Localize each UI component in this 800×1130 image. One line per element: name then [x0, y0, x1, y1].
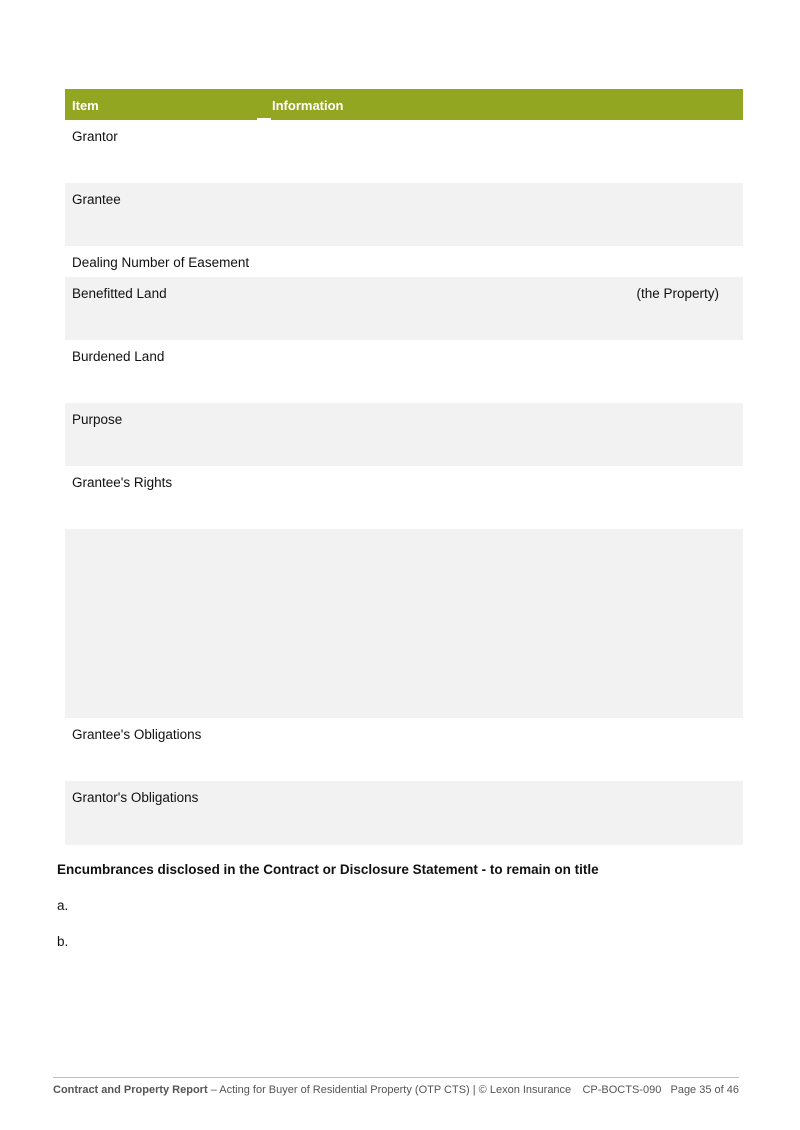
- list-item: b.: [57, 934, 69, 949]
- row-label: Grantee's Obligations: [72, 727, 202, 742]
- easement-table: [65, 89, 743, 845]
- table-row-grantee-obligations: [65, 718, 743, 781]
- footer-subtitle: – Acting for Buyer of Residential Property (OTP CTS) | © Lexon Insurance: [207, 1084, 572, 1096]
- footer-doc-title: [53, 1084, 571, 1096]
- row-label: Grantor: [72, 129, 118, 144]
- row-label: Dealing Number of Easement: [72, 255, 250, 270]
- footer-divider: [53, 1077, 739, 1078]
- table-row-burdened-land: [65, 340, 743, 403]
- row-label: Grantee's Rights: [72, 475, 173, 490]
- table-row-grantor: [65, 120, 743, 183]
- row-label: Burdened Land: [72, 349, 165, 364]
- table-row-dealing-number: [65, 246, 743, 277]
- table-header: [65, 89, 743, 120]
- footer-page-info: [582, 1084, 739, 1096]
- footer-code: CP-BOCTS-090: [582, 1084, 662, 1096]
- table-row-grantee: [65, 183, 743, 246]
- encumbrances-title: Encumbrances disclosed in the Contract or Disclosure Statement - to remain on title: [57, 862, 599, 877]
- footer-page-number: Page 35 of 46: [670, 1084, 739, 1096]
- table-row-blank: [65, 529, 743, 718]
- table-row-benefitted-land: [65, 277, 743, 340]
- table-row-grantee-rights: [65, 466, 743, 529]
- table-row-purpose: [65, 403, 743, 466]
- list-item: a.: [57, 898, 69, 913]
- header-information: Information: [272, 98, 344, 113]
- row-label: Grantee: [72, 192, 121, 207]
- row-label: Grantor's Obligations: [72, 790, 199, 805]
- row-extra-note: (the Property): [636, 286, 719, 301]
- footer-title-bold: Contract and Property Report: [53, 1084, 208, 1096]
- row-label: Purpose: [72, 412, 123, 427]
- header-item: Item: [72, 98, 99, 113]
- row-label: Benefitted Land: [72, 286, 167, 301]
- table-row-grantor-obligations: [65, 781, 743, 845]
